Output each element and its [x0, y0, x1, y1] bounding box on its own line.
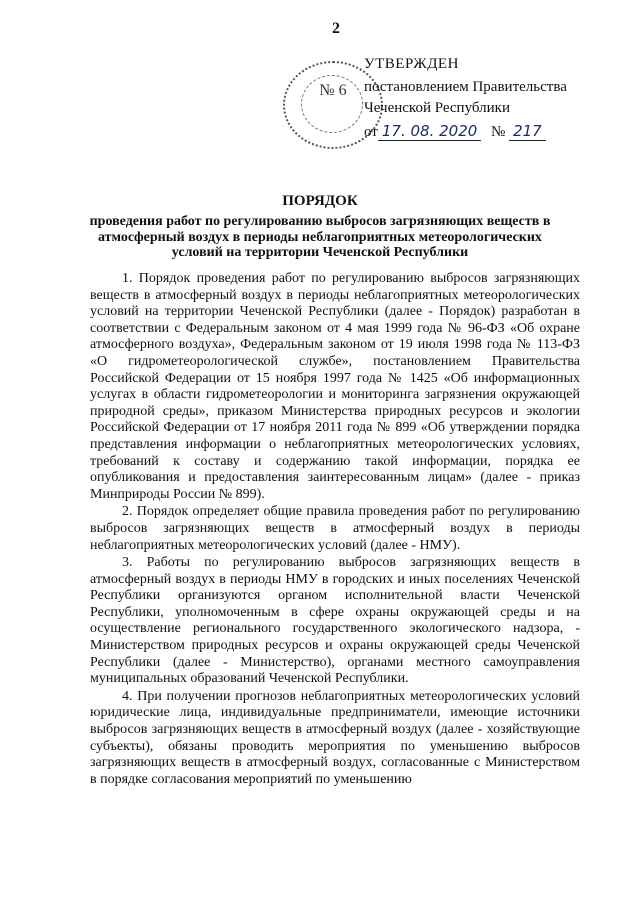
approval-line-2: Чеченской Республики: [364, 100, 510, 116]
approval-date-line: [364, 123, 594, 141]
paragraph-1: 1. Порядок проведения работ по регулированию выбросов загрязняющих веществ в атмосферный воздух в периоды неблагоприятных метеорологических условий на территории Чеченской Республики (далее - Порядок) разработан в соответствии с Федеральным законом от 4 мая 1999 года № 96-ФЗ «Об охране атмосферного воздуха», Федеральным законом от 19 июля 1998 года № 113-ФЗ «О гидрометеорологической службе», постановлением Правительства Российской Федерации от 15 ноября 1997 года № 1425 «Об информационных услугах в области гидрометеорологии и мониторинга загрязнения окружающей природной среды», приказом Министерства природных ресурсов и экологии Российской Федерации от 17 ноября 2011 года № 899 «Об утверждении порядка представления информации о неблагоприятных метеорологических условиях, требований к составу и содержанию такой информации, порядка ее опубликования и предоставления заинтересованным лицам» (далее - приказ Минприроды России № 899).: [90, 271, 580, 502]
approval-number-label: №: [491, 124, 506, 140]
approval-date-prefix: от: [364, 124, 378, 140]
approval-block: [364, 56, 594, 141]
approval-header: УТВЕРЖДЕН: [364, 56, 459, 72]
paragraph-2: 2. Порядок определяет общие правила проведения работ по регулированию выбросов загрязняющих веществ в атмосферный воздух в периоды неблагоприятных метеорологических условий (далее - НМУ).: [90, 504, 580, 553]
paragraph-3: 3. Работы по регулированию выбросов загрязняющих веществ в атмосферный воздух в периоды НМУ в городских и иных поселениях Чеченской Республики организуются органом исполнительной власти Чеченской Республики, уполномоченным в сфере охраны окружающей среды и на осуществление регионального государственного экологического надзора, - Министерством природных ресурсов и охраны окружающей среды Чеченской Республики (далее - Министерство), органами местного самоуправления муниципальных образований Чеченской Республики.: [90, 555, 580, 687]
approval-line-1: постановлением Правительства: [364, 79, 567, 95]
document-body: [90, 271, 580, 789]
stamp-seal-number: № 6: [319, 82, 347, 99]
approval-date-value: 17. 08. 2020: [378, 122, 481, 141]
approval-number-value: 217: [509, 122, 546, 141]
page-number: 2: [332, 20, 340, 37]
document-subtitle: проведения работ по регулированию выбросов загрязняющих веществ в атмосферный воздух в периоды неблагоприятных метеорологических условий на территории Чеченской Республики: [89, 214, 551, 260]
document-title: ПОРЯДОК: [282, 193, 358, 209]
paragraph-4: 4. При получении прогнозов неблагоприятных метеорологических условий юридические лица, индивидуальные предприниматели, имеющие источники выбросов загрязняющих веществ в атмосферный воздух (далее - хозяйствующие субъекты), обязаны проводить мероприятия по уменьшению выбросов загрязняющих веществ в атмосферный воздух, согласованные с Министерством в порядке согласования мероприятий по уменьшению: [90, 688, 580, 787]
